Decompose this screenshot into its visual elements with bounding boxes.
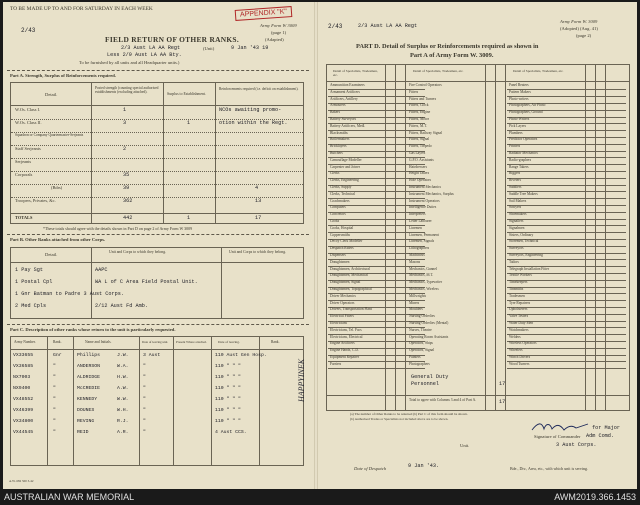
specialist-item: Engine Artificers: [330, 341, 355, 346]
part-c-cell: ANDERSON: [77, 364, 101, 369]
specialist-item: Electricians, Tel. Facs: [330, 327, 362, 332]
part-c-cell: W.H.: [117, 408, 129, 413]
specialist-item: Draughtsmen, Topographical: [330, 287, 372, 291]
part-c-cell: J.W.: [117, 353, 129, 358]
specialist-item: Fitters, Clock: [409, 103, 429, 108]
specialist-item: Ammunition Examiners: [330, 83, 365, 87]
part-a-reinf: 4: [255, 185, 259, 191]
specialist-item: Tailors: [509, 259, 519, 264]
part-d-table: Detail of Specialists, Tradesmen, etc. Detail of Specialists, Tradesmen, etc. Detail of Specialists, Tradesmen, etc. Ammunition Examiners Armament Artificers Artificers, Artillery Armourers Bakers Battery Surveyors Battery Artificers, Medl. Blacksmiths Boilermakers Bricklayers Butchers Camouflage Modeller Carpenter and Joiner Clerks Clerks, Engineering Clerks, Supply Clerks, Technical Coachmakers Computers Concretors Cooks Cooks, Hospital Coppersmiths Decoy Clerk Modeller Despatch Riders Dispensers Draughtsmen Draughtsmen, Architectural Draughtsmen, Mechanical Draughtsmen, Signal Draughtsmen, Topographical Driver Mechanics Driver Operators Drivers, Transportation Plant Electrical Fitters Electricians Electricians, Tel. Facs Electricians, Electrical Engine Artificers Engine Hands, C.D. Equipment Repairer Farriers Fire Control Operators Fitters Fitters and Turners Fitters, Clock Fitters, Engine Fitters, Motor Fitters, M.T. Fitters, Railway Signal Fitters, Signal Fitters, Torpedo Gas Layers G.P.O. Assistants Hairdressers Height Takers Hole Operators Instrument Mechanics Instrument Mechanics, Surplus Instrument Operators Intelligence Duties Interpreters Letter Labourer Linemen Linemen, Permanent Linemen, Signals Lithographers Machinists Masons Mechanics, Gunnel Mechanics, M.T. Mechanics, Typewriter Mechanics, Wireless Millwrights Miners Moulders Nursing Orderlies Nursing Orderlies (Mental) Nurses, Theatre Operating Room Assistants Operators, Ships Operators, Signal Painters Photographers Panel Beaters Pattern Makers Photo-writers Photographers, Air Photo Photographers, Ground Photo-Writers Pick Layers Plumbers Predictor Operators Printers Radiator Mechanics Radio-graphers Range Takers Riggers Riveters Saddlers Saddle Tree Makers Sail Makers Sawyers Shoemakers Signallers Signalmen Sisters, Ordinary Storemen, Technical Surveyors Surveyors, Engineering Tailors Telegraph Installation Fitter Textile Workers Timekeepers Tinsmiths Tradesmen Tyre Repairers Upholsterers Valve Testers Water Duty Men Watchmakers Welders Wireless Operators Wheelers Winch Drivers Wood Turners General Duty Personnel 17 Total to agree with Columns 3 and 4 of Part A. 17: [326, 64, 630, 411]
specialist-item: Miners: [409, 300, 420, 305]
specialist-item: Boilermakers: [330, 137, 350, 142]
part-c-cell: Phillips: [77, 353, 101, 358]
specialist-item: Operating Room Assistants: [409, 334, 449, 339]
footer-right: AWM2019.366.1453: [554, 492, 636, 502]
part-c-cell: ": [143, 375, 146, 380]
unit-line-2: Less 2/9 Aust LA AA Bty.: [107, 52, 182, 58]
specialist-item: Electrical Fitters: [330, 314, 354, 319]
specialist-item: Painters: [409, 355, 421, 359]
specialist-item: Battery Surveyors: [330, 117, 357, 121]
part-c-cell: 110 Aust Gen Hosp.: [215, 353, 267, 358]
specialist-item: Linemen, Signals: [409, 239, 435, 244]
signature-text: for Major: [592, 425, 621, 431]
bde-line: Bde., Div., Area, etc., with which unit is serving.: [510, 466, 588, 471]
specialist-item: Bakers: [330, 110, 340, 115]
specialist-item: Photo-writers: [509, 96, 529, 101]
specialist-item: Nurses, Theatre: [409, 327, 432, 332]
specialist-item: Mechanics, Wireless: [409, 287, 439, 291]
specialist-item: Sail Makers: [509, 198, 527, 203]
page-2: [320, 2, 637, 489]
specialist-item: Camouflage Modeller: [330, 157, 362, 162]
specialist-item: Panel Beaters: [509, 83, 529, 87]
specialist-item: Riggers: [509, 171, 521, 176]
specialist-item: Cooks, Hospital: [330, 225, 354, 230]
specialist-item: Photographers, Ground: [509, 110, 543, 115]
specialist-item: Millwrights: [409, 293, 426, 298]
part-b-detail: 2 Med Cpls: [15, 303, 47, 309]
part-d-subtitle: Part A of Army Form W. 3009.: [410, 52, 494, 59]
part-a-posted: 442: [123, 215, 133, 221]
specialist-item: Driver Operators: [330, 300, 355, 305]
part-c-table: Army Number. Rank. Name and Initials. Date of leaving unit. Present Where attached. Date of leaving. Rank. VX33655 Gnr Phillips J.W. 3 Aust 110 Aust Gen Hosp. VX36585 " ANDERSON W.A. " 110 " " " NX7003 " ALDRIDGE H.W. " 110 " " " NX9400 " McCREDIE A.W. " 110 " " " VX48552 " KENNEDY W.W. " 110 " " " VX46399 " DOUNES W.H. " 110 " " " VX34800 " REVING R.J. " 110 " " " VX44545 " REID A.R. " 4 Aust CCS.: [10, 336, 304, 466]
part-a-row-label: Corporals: [15, 172, 33, 177]
specialist-item: Fitters: [409, 89, 419, 94]
specialist-item: Fitters, Signal: [409, 137, 430, 142]
part-b-unit: 2/12 Aust Fd Amb.: [95, 303, 148, 309]
part-a-reinf: otion within the Regt.: [219, 120, 288, 126]
specialist-item: Fitters, Torpedo: [409, 144, 432, 149]
note-1: (a) The number of Other Ranks to be returned (b) Part C of this form should be shown.: [350, 412, 468, 416]
unit-suffix: (Unit): [203, 46, 215, 51]
specialist-item: Battery Artificers, Medl.: [330, 123, 366, 128]
specialist-item: Predictor Operators: [509, 137, 538, 142]
page-2-unit: 2/3 Aust LA AA Regt: [358, 23, 418, 29]
part-a-row-label: TOTALS: [15, 215, 33, 220]
specialist-item: Letter Labourer: [409, 219, 432, 223]
part-c-cell: ": [53, 408, 56, 413]
specialist-item: Textile Workers: [509, 273, 532, 278]
specialist-item: Butchers: [330, 151, 343, 155]
part-c-cell: ": [143, 397, 146, 402]
specialist-item: Winch Drivers: [509, 355, 531, 359]
specialist-item: Fire Control Operators: [409, 83, 442, 87]
part-b-unit: AAPC: [95, 267, 108, 273]
specialist-item: Computers: [330, 205, 346, 210]
part-c-cell: 110 " " ": [215, 375, 241, 380]
specialist-item: Wood Turners: [509, 361, 530, 366]
printer-mark: A.W. 682 500 3-42: [9, 479, 34, 483]
part-a-surplus: 1: [187, 215, 191, 221]
specialist-item: Watchmakers: [509, 327, 529, 332]
part-c-cell: VX36585: [13, 364, 34, 369]
page-2-number: 2/43: [328, 23, 343, 30]
part-c-cell: REVING: [77, 419, 95, 424]
part-d-title: PART D. Detail of Surplus or Reinforcements required as shown in: [356, 43, 539, 50]
general-duty-label: General Duty: [411, 374, 449, 380]
specialist-item: Instrument Operators: [409, 198, 440, 203]
part-a-row-label: Serjeants: [15, 159, 32, 164]
furnish-note: To be furnished by all units and all Headquarter units.): [79, 60, 180, 65]
part-c-cell: ": [143, 408, 146, 413]
form-id: Army Form W 3009: [260, 23, 297, 28]
part-b-detail: 1 Pay Sgt: [15, 267, 44, 273]
specialist-item: Printers: [509, 144, 521, 149]
part-c-cell: ": [143, 386, 146, 391]
specialist-item: Plumbers: [509, 130, 523, 135]
part-c-cell: ": [53, 419, 56, 424]
specialist-item: Drivers, Transportation Plant: [330, 307, 372, 312]
part-c-cell: H.W.: [117, 375, 129, 380]
page-2-adopted: (Adopted) (Aug. 41): [560, 26, 598, 31]
part-c-cell: A.W.: [117, 386, 129, 391]
specialist-item: Tyre Repairers: [509, 300, 531, 305]
specialist-item: Range Takers: [509, 164, 529, 169]
part-a-reinf: 17: [255, 215, 262, 221]
specialist-item: Timekeepers: [509, 280, 528, 285]
specialist-item: Shoemakers: [509, 212, 527, 217]
specialist-item: Radiator Mechanics: [509, 151, 538, 155]
specialist-item: Armourers: [330, 103, 346, 108]
part-c-cell: ": [143, 364, 146, 369]
specialist-item: Height Takers: [409, 171, 430, 176]
part-a-posted: 362: [123, 198, 133, 204]
part-a-surplus: 1: [187, 120, 191, 126]
specialist-item: Driver Mechanics: [330, 293, 356, 298]
specialist-item: Concretors: [330, 212, 346, 217]
specialist-item: G.P.O. Assistants: [409, 157, 434, 162]
specialist-item: Fitters and Turners: [409, 96, 437, 101]
document-sheet: [3, 2, 637, 489]
personnel-label: Personnel: [411, 381, 440, 387]
part-a-table: Detail. Posted strength (counting special authorised establishments (excluding attached). Surplus to Establishment. Reinforcements required (i.e. deficit on establishment). W.Os. Class I. 1 NCOs awaiting promo- W.Os. Class II. 3 1 otion within the Regt. Squadron or Company Quartermaster-Serjeants Staff Serjeants 2 Serjeants Corporals 35 (Bdrs) 39 4 Troopers, Privates, &c. 362 13 TOTALS 442 1 17: [10, 82, 304, 224]
part-c-cell: McCREDIE: [77, 386, 101, 391]
specialist-item: Fitters, Engine: [409, 110, 431, 115]
part-c-cell: 3 Aust: [143, 353, 161, 358]
form-page: (page 1): [271, 30, 287, 35]
part-c-cell: 110 " " ": [215, 397, 241, 402]
specialist-item: Pattern Makers: [509, 89, 531, 94]
page-2-page: (page 2): [576, 33, 592, 38]
part-c-cell: 110 " " ": [215, 386, 241, 391]
specialist-item: Draughtsmen, Mechanical: [330, 273, 368, 278]
part-a-row-label: W.Os. Class II.: [15, 120, 42, 125]
margin-handwriting: HAPPYINEK: [297, 358, 306, 402]
part-b-table: Detail. Unit and Corps to which they belong. Unit and Corps to which they belong. 1 Pay Sgt AAPC 1 Postal Cpl WA L of C Area Field Postal Unit. 1 Gnr Batman to Padre 3 Aust Corps. 2 Med Cpls 2/12 Aust Fd Amb.: [10, 247, 304, 319]
specialist-item: Radio-graphers: [509, 157, 532, 162]
part-c-cell: ": [143, 430, 146, 435]
archive-footer: [0, 489, 640, 505]
specialist-item: Cooks: [330, 219, 340, 223]
part-a-title: Part A. Strength, Surplus of Reinforcements required.: [10, 73, 116, 78]
specialist-item: Operators, Ships: [409, 341, 433, 346]
note-2: (b) Authorised Trades or Specialists not included above are to be shown.: [350, 417, 449, 421]
part-b-unit: WA L of C Area Field Postal Unit.: [95, 279, 198, 285]
specialist-item: Fitters, Motor: [409, 117, 429, 121]
part-c-cell: W.A.: [117, 364, 129, 369]
part-b-detail: 1 Gnr Batman to Padre 3 Aust Corps.: [15, 291, 124, 297]
part-c-cell: 110 " " ": [215, 408, 241, 413]
part-c-cell: ": [53, 397, 56, 402]
specialist-item: Blacksmiths: [330, 130, 348, 135]
part-c-cell: NX9400: [13, 386, 31, 391]
specialist-item: Lithographers: [409, 246, 430, 251]
unit-value: 3 Aust Corps.: [556, 442, 597, 448]
part-a-posted: 3: [123, 120, 127, 126]
page-2-form-id: Army Form W. 3009: [560, 19, 598, 24]
specialist-item: Photographers, Air Photo: [509, 103, 546, 108]
specialist-item: Sawyers: [509, 205, 522, 210]
part-a-note: *These totals should agree with the details shown in Part D on page 2 of Army Form W 3009: [43, 226, 193, 231]
part-c-cell: DOUNES: [77, 408, 95, 413]
specialist-item: Dispensers: [330, 253, 346, 257]
part-a-posted: 2: [123, 146, 127, 152]
specialist-item: Photographers: [409, 361, 430, 366]
part-c-cell: VX46399: [13, 408, 34, 413]
page-fold: [314, 2, 318, 489]
part-c-cell: VX48552: [13, 397, 34, 402]
specialist-item: Clerks, Technical: [330, 191, 356, 196]
part-c-cell: VX34800: [13, 419, 34, 424]
specialist-item: Riveters: [509, 178, 521, 183]
page-number: 2/43: [21, 27, 36, 34]
appendix-stamp: APPENDIX "K": [235, 6, 293, 21]
specialist-item: Wireless Operators: [509, 341, 537, 346]
specialist-item: Electricians, Electrical: [330, 334, 363, 339]
specialist-item: Hairdressers: [409, 164, 427, 169]
despatch-value: 9 Jan '43.: [408, 463, 440, 469]
specialist-item: Storemen, Technical: [509, 239, 539, 244]
part-c-cell: 110 " " ": [215, 364, 241, 369]
part-a-row-label: Troopers, Privates, &c.: [15, 198, 56, 203]
specialist-item: Welders: [509, 334, 521, 339]
part-a-row-label: Staff Serjeants: [15, 146, 41, 151]
specialist-item: Instrument Mechanics: [409, 185, 442, 189]
unit-line-1: 2/3 Aust LA AA Regt: [121, 45, 181, 51]
part-c-cell: A.R.: [117, 430, 129, 435]
specialist-item: Gas Layers: [409, 151, 426, 155]
part-c-cell: ": [53, 430, 56, 435]
specialist-item: Clerks: [330, 171, 340, 176]
handwritten-signature: [530, 420, 590, 434]
specialist-item: Surveyors, Engineering: [509, 253, 543, 257]
part-c-cell: Gnr: [53, 353, 62, 358]
part-c-cell: VX33655: [13, 353, 34, 358]
part-c-cell: ALDRIDGE: [77, 375, 101, 380]
specialist-item: Nursing Orderlies: [409, 314, 435, 319]
specialist-item: Bricklayers: [330, 144, 347, 149]
specialist-item: Linemen: [409, 225, 422, 230]
part-a-posted: 39: [123, 185, 130, 191]
specialist-item: Upholsterers: [509, 307, 528, 312]
specialist-item: Draughtsmen: [330, 259, 350, 264]
specialist-item: Farriers: [330, 361, 342, 366]
specialist-item: Mechanics, M.T.: [409, 273, 434, 278]
form-title: FIELD RETURN OF OTHER RANKS.: [105, 35, 239, 44]
part-c-cell: 110 " " ": [215, 419, 241, 424]
specialist-item: Interpreters: [409, 212, 426, 217]
specialist-item: Clerks, Engineering: [330, 178, 359, 183]
specialist-item: Instrument Mechanics, Surplus: [409, 191, 454, 196]
part-a-row-label: (Bdrs): [51, 185, 63, 190]
specialist-item: Despatch Riders: [330, 246, 354, 251]
specialist-item: Telegraph Installation Fitter: [509, 266, 550, 271]
specialist-item: Wheelers: [509, 348, 523, 353]
specialist-item: Valve Testers: [509, 314, 529, 319]
specialist-item: Saddle Tree Makers: [509, 191, 538, 196]
specialist-item: Machinists: [409, 253, 425, 257]
part-c-cell: ": [53, 386, 56, 391]
part-c-cell: VX44545: [13, 430, 34, 435]
part-c-cell: REID: [77, 430, 89, 435]
total-label: Total to agree with Columns 3 and 4 of Part A.: [409, 398, 477, 402]
specialist-item: Signallers: [509, 219, 524, 223]
specialist-item: Armament Artificers: [330, 89, 360, 94]
footer-left: AUSTRALIAN WAR MEMORIAL: [4, 492, 135, 502]
specialist-item: Water Duty Men: [509, 321, 534, 325]
specialist-item: Draughtsmen, Architectural: [330, 266, 370, 271]
specialist-item: Hole Operators: [409, 178, 432, 183]
part-c-title: Part C. Description of other ranks whose return to the unit is particularly requested.: [10, 327, 176, 332]
specialist-item: Tradesmen: [509, 293, 525, 298]
specialist-item: Engine Hands, C.D.: [330, 348, 359, 353]
specialist-item: Tinsmiths: [509, 287, 524, 291]
top-note: TO BE MADE UP TO AND FOR SATURDAY IN EACH WEEK: [10, 6, 153, 12]
specialist-item: Moulders: [409, 307, 423, 312]
part-b-title: Part B. Other Ranks attached from other Corps.: [10, 237, 106, 242]
specialist-item: Saddlers: [509, 185, 522, 189]
part-c-cell: ": [53, 364, 56, 369]
specialist-item: Draughtsmen, Signal: [330, 280, 361, 285]
part-c-cell: ": [53, 375, 56, 380]
part-a-reinf: 13: [255, 198, 262, 204]
unit-label: Unit.: [460, 443, 470, 448]
specialist-item: Decoy Clerk Modeller: [330, 239, 363, 244]
specialist-item: Fitters, M.T.: [409, 123, 427, 128]
part-a-posted: 35: [123, 172, 130, 178]
part-a-row-label: W.Os. Class I.: [15, 107, 41, 112]
part-c-cell: R.J.: [117, 419, 129, 424]
part-b-detail: 1 Postal Cpl: [15, 279, 53, 285]
specialist-item: Mechanics, Gunnel: [409, 266, 437, 271]
specialist-item: Nursing Orderlies (Mental): [409, 321, 449, 325]
specialist-item: Operators, Signal: [409, 348, 435, 353]
specialist-item: Coachmakers: [330, 198, 350, 203]
specialist-item: Surveyors: [509, 246, 524, 251]
specialist-item: Artificers, Artillery: [330, 96, 358, 101]
specialist-item: Pick Layers: [509, 123, 527, 128]
total-value: 17: [499, 399, 506, 405]
page-1: [3, 2, 313, 489]
part-c-cell: ": [143, 419, 146, 424]
specialist-item: Signalmen: [509, 225, 525, 230]
specialist-item: Mechanics, Typewriter: [409, 280, 443, 285]
specialist-item: Intelligence Duties: [409, 205, 437, 210]
part-a-reinf: NCOs awaiting promo-: [219, 107, 282, 113]
specialist-item: Masons: [409, 259, 421, 264]
despatch-label: Date of Despatch: [354, 466, 387, 471]
part-a-row-label: Squadron or Company Quartermaster-Serjeants: [15, 133, 84, 137]
specialist-item: Linemen, Permanent: [409, 232, 439, 237]
adopted-note: (Adapted): [265, 37, 284, 42]
part-a-posted: 1: [123, 107, 127, 113]
part-c-cell: W.W.: [117, 397, 129, 402]
date-line: 9 Jan '43 19: [231, 45, 269, 51]
signature-unit: Adm Comd.: [586, 433, 615, 439]
part-c-cell: KENNEDY: [77, 397, 98, 402]
part-c-cell: NX7003: [13, 375, 31, 380]
specialist-item: Equipment Repairer: [330, 355, 360, 359]
personnel-value: 17: [499, 381, 506, 387]
specialist-item: Clerks, Supply: [330, 185, 352, 189]
specialist-item: Sisters, Ordinary: [509, 232, 534, 237]
specialist-item: Electricians: [330, 321, 347, 325]
specialist-item: Photo-Writers: [509, 117, 530, 121]
part-c-cell: 4 Aust CCS.: [215, 430, 247, 435]
signature-caption: Signature of Commander: [534, 434, 581, 439]
specialist-item: Fitters, Railway Signal: [409, 130, 443, 135]
specialist-item: Carpenter and Joiner: [330, 164, 360, 169]
specialist-item: Coppersmiths: [330, 232, 350, 237]
